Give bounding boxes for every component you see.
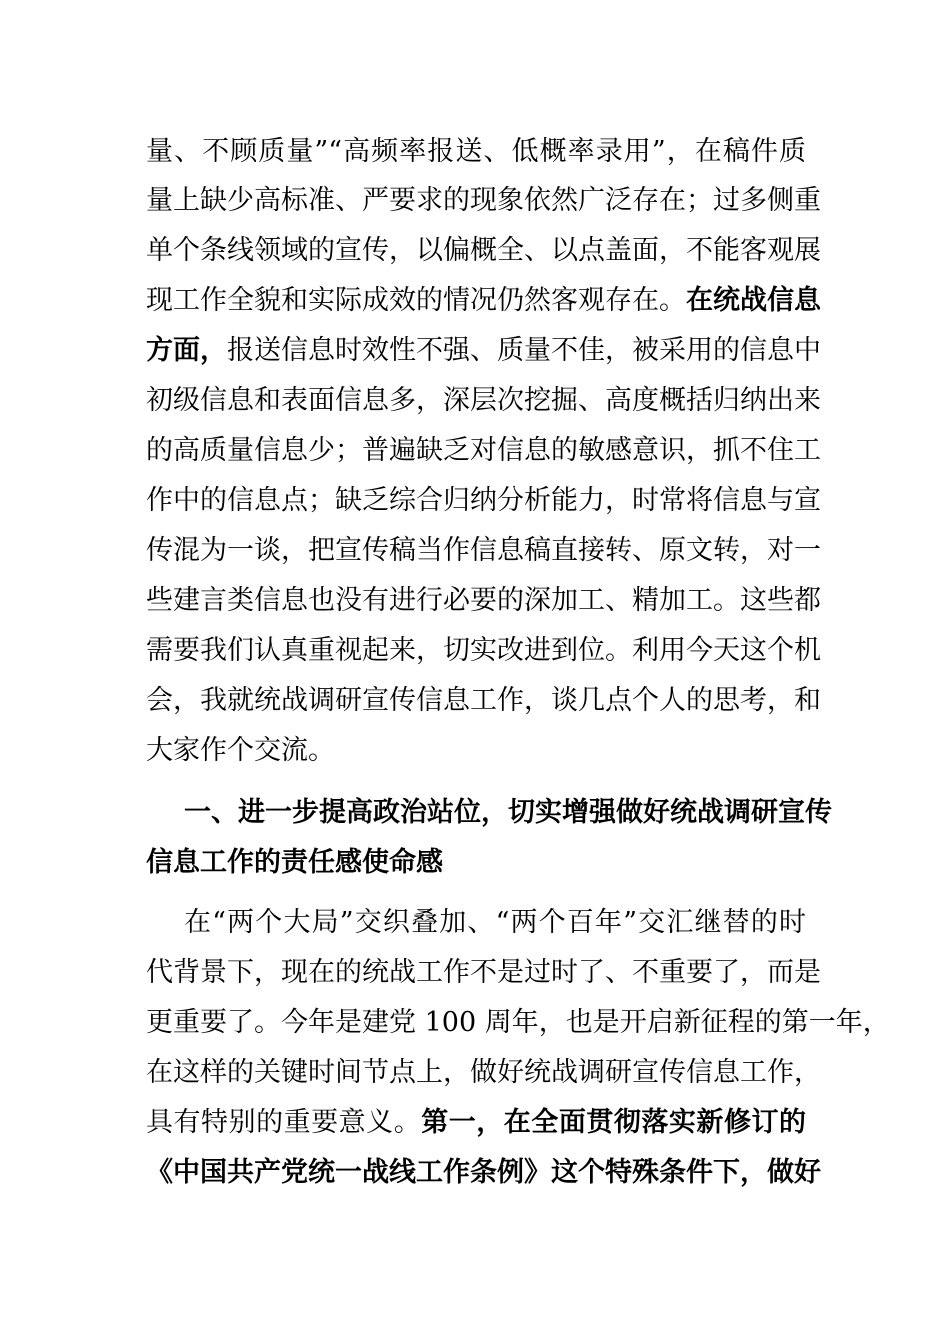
section-heading: 信息工作的责任感使命感 bbox=[146, 847, 443, 878]
body-text-line: 作中的信息点；缺乏综合归纳分析能力，时常将信息与宣 bbox=[146, 485, 821, 516]
body-text-line bbox=[146, 333, 821, 369]
body-text-line: 在这样的关键时间节点上，做好统战调研宣传信息工作， bbox=[146, 1057, 821, 1088]
body-text-line: 会，我就统战调研宣传信息工作，谈几点个人的思考，和 bbox=[146, 685, 821, 716]
bold-lead-in: 在统战信息 bbox=[686, 285, 821, 316]
body-text-line: 《中国共产党统一战线工作条例》这个特殊条件下，做好 bbox=[146, 1157, 821, 1188]
body-text-line bbox=[146, 1105, 806, 1141]
body-text-line: 需要我们认真重视起来，切实改进到位。利用今天这个机 bbox=[146, 635, 821, 666]
body-text-segment: 现工作全貌和实际成效的情况仍然客观存在。 bbox=[146, 285, 686, 316]
body-text-line: 在“两个大局”交织叠加、“两个百年”交汇继替的时 bbox=[184, 907, 806, 938]
body-text-line bbox=[146, 283, 821, 319]
body-text-line: 大家作个交流。 bbox=[146, 735, 335, 766]
body-text-segment: 具有特别的重要意义。 bbox=[146, 1107, 422, 1138]
body-text-line: 更重要了。今年是建党 100 周年，也是开启新征程的第一年， bbox=[146, 1007, 890, 1038]
body-text-line: 代背景下，现在的统战工作不是过时了、不重要了，而是 bbox=[146, 957, 821, 988]
body-text-line: 初级信息和表面信息多，深层次挖掘、高度概括归纳出来 bbox=[146, 385, 821, 416]
body-text-line: 些建言类信息也没有进行必要的深加工、精加工。这些都 bbox=[146, 585, 821, 616]
body-text-line: 量、不顾质量”“高频率报送、低概率录用”，在稿件质 bbox=[146, 136, 806, 167]
body-text-line: 的高质量信息少；普遍缺乏对信息的敏感意识，抓不住工 bbox=[146, 435, 821, 466]
body-text-line: 量上缺少高标准、严要求的现象依然广泛存在；过多侧重 bbox=[146, 185, 821, 216]
bold-lead-in: 方面， bbox=[146, 335, 227, 366]
section-heading: 一、进一步提高政治站位，切实增强做好统战调研宣传 bbox=[184, 797, 832, 828]
body-text-segment: 报送信息时效性不强、质量不佳，被采用的信息中 bbox=[227, 335, 821, 366]
body-text-line: 单个条线领域的宣传，以偏概全、以点盖面，不能客观展 bbox=[146, 235, 821, 266]
body-text-line: 传混为一谈，把宣传稿当作信息稿直接转、原文转，对一 bbox=[146, 535, 821, 566]
bold-lead-in: 第一，在全面贯彻落实新修订的 bbox=[421, 1107, 807, 1138]
